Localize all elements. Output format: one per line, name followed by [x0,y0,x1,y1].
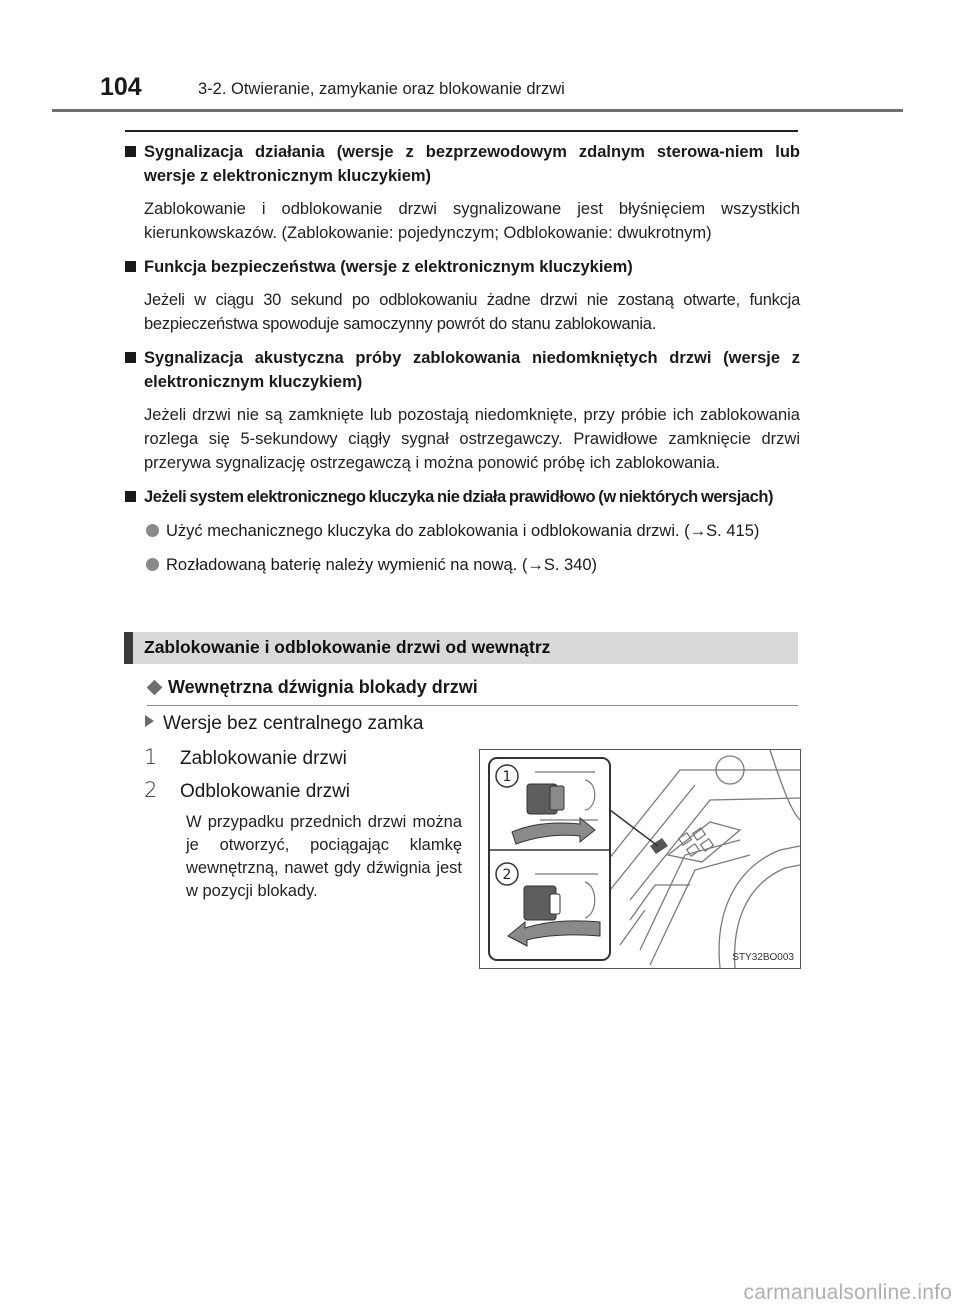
section-title: Funkcja bezpieczeństwa (wersje z elektronicznym kluczykiem) [144,258,633,276]
section-smart-key-malfunction [124,485,800,577]
page-header [0,0,960,110]
list-item-text: Rozładowaną baterię należy wymienić na nową. (→S. 340) [166,556,598,574]
step-label: Odblokowanie drzwi [180,781,351,802]
square-bullet-icon [125,491,136,502]
section-title: Jeżeli system elektronicznego kluczyka nie działa prawidłowo (w niektórych wersjach) [144,488,774,506]
section-signal-operation [124,140,800,245]
list-item-text: Użyć mechanicznego kluczyka do zablokowania i odblokowania drzwi. (→S. 415) [166,522,760,540]
step-number: 2 [144,778,158,802]
callout-number: 1 [502,769,512,785]
banner-accent-bar [124,632,133,664]
section-body: Jeżeli w ciągu 30 sekund po odblokowaniu żadne drzwi nie zostaną otwarte, funkcja bezpieczeństwa spowoduje samoczynny powrót do stanu zablokowania. [144,291,800,333]
figure-code: STY32BO003 [732,952,794,963]
section-security-function [124,255,800,336]
subheading [147,677,798,706]
door-lock-lever-illustration [479,749,801,969]
circle-bullet-icon [146,558,159,571]
section-title: Sygnalizacja akustyczna próby zablokowania niedomkniętych drzwi (wersje z elektronicznym kluczykiem) [144,349,800,391]
square-bullet-icon [125,146,136,157]
circle-bullet-icon [146,524,159,537]
step-number: 1 [144,745,158,769]
section-body: Jeżeli drzwi nie są zamknięte lub pozostają niedomknięte, przy próbie ich zablokowania rozlega się 5-sekundowy ciągły sygnał ostrzegawczy. Prawidłowe zamknięcie drzwi przerywa sygnalizację ostrzegawczą i można ponowić próbę ich zablokowania. [144,406,800,472]
step-lock [144,745,347,770]
square-bullet-icon [125,352,136,363]
header-divider [52,109,903,112]
variant-text: Wersje bez centralnego zamka [163,713,424,734]
watermark: carmanualsonline.info [743,1281,952,1304]
section-title: Sygnalizacja działania (wersje z bezprzewodowym zdalnym sterowa-niem lub wersje z elektronicznym kluczykiem) [144,143,800,185]
section-top-rule [125,130,798,132]
page-number: 104 [100,73,142,101]
diamond-icon [147,680,163,696]
square-bullet-icon [125,261,136,272]
step-label: Zablokowanie drzwi [180,748,347,769]
note-text: W przypadku przednich drzwi można je otworzyć, pociągając klamkę wewnętrzną, nawet gdy dźwignia jest w pozycji blokady. [186,813,462,900]
step-unlock [144,778,350,803]
illustration-svg [480,750,800,968]
subheading-text: Wewnętrzna dźwignia blokady drzwi [168,677,478,697]
variant-line [145,713,424,735]
banner-title: Zablokowanie i odblokowanie drzwi od wewnątrz [144,637,551,657]
callout-number: 2 [502,867,512,883]
list-item [144,519,800,543]
notes-content [124,140,800,577]
section-body: Zablokowanie i odblokowanie drzwi sygnalizowane jest błyśnięciem wszystkich kierunkowskazów. (Zablokowanie: pojedynczym; Odblokowanie: dwukrotnym) [144,200,800,242]
section-acoustic-warning [124,346,800,475]
triangle-right-icon [145,715,154,727]
section-banner [124,632,798,664]
chapter-title: 3-2. Otwieranie, zamykanie oraz blokowanie drzwi [198,80,565,98]
list-item [144,553,800,577]
